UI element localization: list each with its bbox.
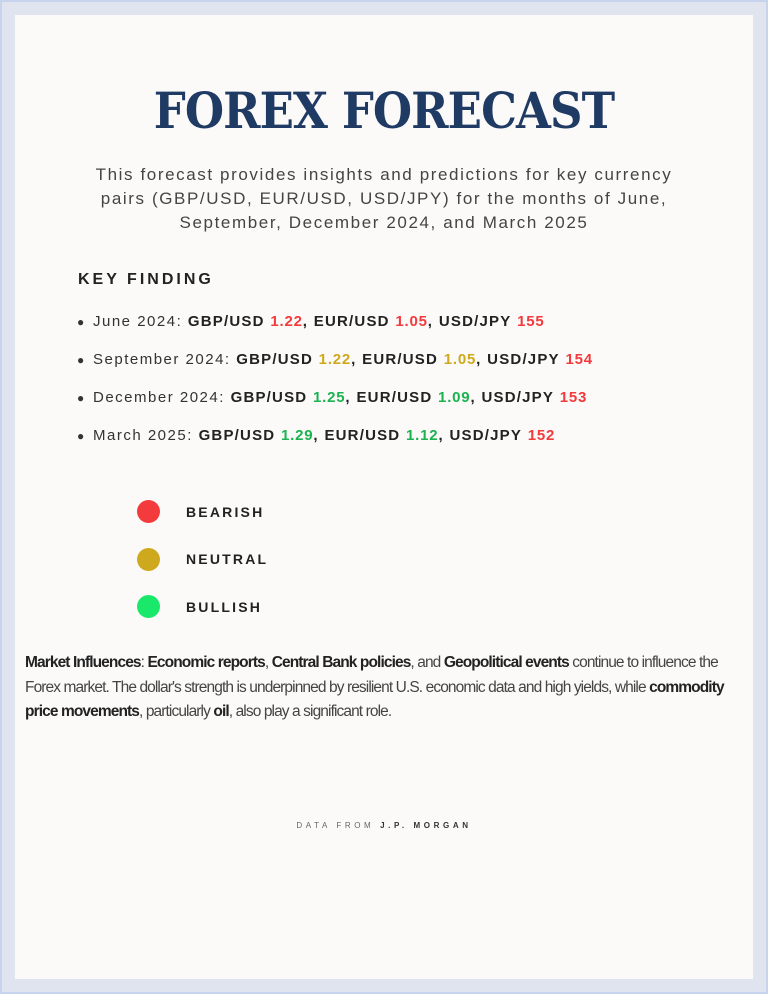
usdjpy-value: 153 <box>559 389 588 406</box>
neutral-dot-icon <box>137 548 160 571</box>
text-run: , particularly <box>139 703 214 720</box>
gbpusd-value: 1.22 <box>318 351 352 368</box>
finding-period: September 2024: <box>93 351 231 368</box>
legend-label: NEUTRAL <box>186 551 269 568</box>
text-run: , also play a significant role. <box>228 703 392 720</box>
page-title: FOREX FORECAST <box>153 81 615 140</box>
text-run: : <box>140 654 148 671</box>
finding-period: March 2025: <box>93 427 193 444</box>
bullet-icon: ● <box>77 353 86 367</box>
text-run: , <box>264 654 272 671</box>
pair-label: USD/JPY <box>449 427 523 444</box>
key-finding-list <box>77 308 593 460</box>
gbpusd-value: 1.29 <box>280 427 314 444</box>
trend-legend <box>137 488 268 631</box>
influences-label: Market Influences <box>25 654 141 671</box>
emphasis-run: Geopolitical events <box>443 654 569 671</box>
text-run: , and <box>410 654 444 671</box>
legend-item-neutral <box>137 536 268 584</box>
gbpusd-value: 1.25 <box>313 389 346 406</box>
emphasis-run: commodity price movements <box>25 678 724 720</box>
emphasis-run: Central Bank policies <box>271 654 411 671</box>
source-name: J.P. MORGAN <box>380 821 472 830</box>
legend-item-bullish <box>137 583 268 631</box>
data-source <box>15 821 753 830</box>
legend-label: BULLISH <box>186 598 263 615</box>
legend-item-bearish <box>137 488 268 536</box>
bullet-icon: ● <box>77 429 86 443</box>
pair-label: USD/JPY <box>487 351 560 368</box>
emphasis-run: Economic reports <box>147 654 265 671</box>
usdjpy-value: 155 <box>517 313 545 330</box>
pair-label: GBP/USD <box>230 389 308 406</box>
finding-item: ● December 2024: GBP/USD 1.25, EUR/USD 1.09, USD/JPY 153 <box>77 384 593 422</box>
bullet-icon: ● <box>77 315 86 329</box>
market-influences-paragraph <box>25 651 747 725</box>
forecast-card <box>15 15 753 979</box>
intro-text: This forecast provides insights and predictions for key currency pairs (GBP/USD, EUR/USD, USD/JPY) for the months of June, September, December 2024, and March 2025 <box>95 165 673 232</box>
eurusd-value: 1.05 <box>395 313 428 330</box>
eurusd-value: 1.09 <box>438 389 471 406</box>
legend-label: BEARISH <box>186 503 265 520</box>
key-finding-heading: KEY FINDING <box>78 271 214 288</box>
finding-item: ● September 2024: GBP/USD 1.22, EUR/USD 1.05, USD/JPY 154 <box>77 346 593 384</box>
gbpusd-value: 1.22 <box>270 313 303 330</box>
bullet-icon: ● <box>77 391 86 405</box>
finding-item: ● June 2024: GBP/USD 1.22, EUR/USD 1.05, USD/JPY 155 <box>77 308 593 346</box>
finding-period: June 2024: <box>93 313 183 330</box>
pair-label: EUR/USD <box>313 313 390 330</box>
usdjpy-value: 152 <box>527 427 556 444</box>
source-prefix: DATA FROM <box>296 821 381 830</box>
bearish-dot-icon <box>137 500 160 523</box>
pair-label: EUR/USD <box>324 427 401 444</box>
text-run: continue to influence the Forex market. The dollar's strength is underpinned by resilient U.S. economic data and high yields, while <box>25 654 718 696</box>
bullish-dot-icon <box>137 595 160 618</box>
eurusd-value: 1.05 <box>443 351 477 368</box>
pair-label: GBP/USD <box>198 427 276 444</box>
pair-label: EUR/USD <box>356 389 433 406</box>
finding-period: December 2024: <box>93 389 225 406</box>
pair-label: USD/JPY <box>481 389 555 406</box>
usdjpy-value: 154 <box>565 351 593 368</box>
pair-label: USD/JPY <box>438 313 512 330</box>
pair-label: GBP/USD <box>187 313 265 330</box>
emphasis-run: oil <box>213 703 229 720</box>
eurusd-value: 1.12 <box>406 427 439 444</box>
pair-label: GBP/USD <box>236 351 313 368</box>
pair-label: EUR/USD <box>362 351 439 368</box>
finding-item: ● March 2025: GBP/USD 1.29, EUR/USD 1.12, USD/JPY 152 <box>77 422 593 460</box>
